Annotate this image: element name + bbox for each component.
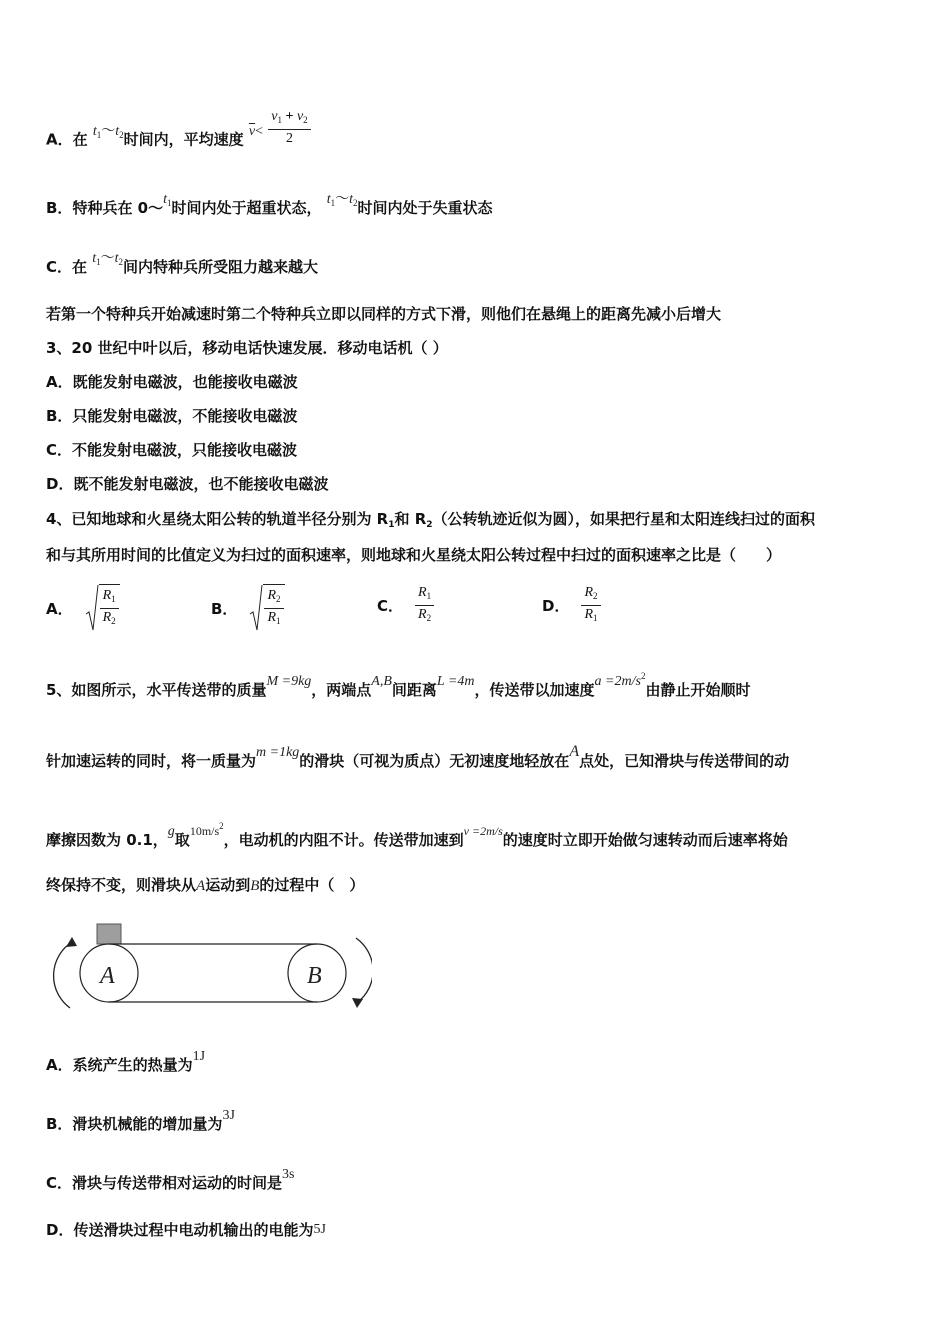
right-rotation-arrow — [356, 938, 372, 1002]
q5-stem-line1: 5、如图所示，水平传送带的质量M =9kg，两端点A,B间距离L =4m，传送带以加速度$a =2m/s^2$由静止开始顺时 — [46, 671, 751, 699]
wheel-b-label: B — [307, 963, 322, 989]
q5-option-d: D．传送滑块过程中电动机输出的电能为5J — [46, 1221, 326, 1239]
q4-option-b: B． $\frac{R_2}{R_1}$ — [211, 584, 285, 632]
q5-stem-line4: 终保持不变，则滑块从A运动到B的过程中（ ） — [46, 876, 365, 894]
q3-stem: 3、20 世纪中叶以后，移动电话快速发展．移动电话机（ ） — [46, 339, 448, 357]
q3-option-c: C．不能发射电磁波，只能接收电磁波 — [46, 441, 298, 459]
q4-option-c: C． $\frac{R_1}{R_2}$ — [377, 584, 434, 627]
sqrt-symbol: $\frac{R_1}{R_2}$ — [85, 584, 120, 632]
q2-option-d: 若第一个特种兵开始减速时第二个特种兵立即以同样的方式下滑，则他们在悬绳上的距离先减小后增大 — [46, 305, 722, 323]
sqrt-symbol: $\frac{R_2}{R_1}$ — [249, 584, 284, 632]
q3-option-b: B．只能发射电磁波，不能接收电磁波 — [46, 407, 298, 425]
q5-stem-line3: 摩擦因数为 0.1，g取$^{10m/s^2}$，电动机的内阻不计。传送带加速到$^{v =2m/s}$的速度时立即开始做匀速转动而后速率将始 — [46, 821, 788, 849]
left-rotation-arrow — [54, 942, 72, 1008]
q3-option-a: A．既能发射电磁波，也能接收电磁波 — [46, 373, 298, 391]
q5-stem-line2: 针加速运转的同时，将一质量为m =1kg的滑块（可视为质点）无初速度地轻放在A点处，已知滑块与传送带间的动 — [46, 743, 790, 770]
avg-velocity-fraction: $\frac{v_1 + v_2}{2}$ — [268, 108, 310, 148]
left-arrowhead — [66, 937, 77, 947]
wheel-a-label: A — [100, 963, 115, 989]
q2-option-b: B．特种兵在 $0\sim t_1$时间内处于超重状态， $t_1\sim t_2$时间内处于失重状态 — [46, 192, 493, 217]
q3-option-d: D．既不能发射电磁波，也不能接收电磁波 — [46, 475, 329, 493]
q4-option-d: D． $\frac{R_2}{R_1}$ — [542, 584, 601, 627]
q2-option-c: C．在 $t_1\sim t_2$间内特种兵所受阻力越来越大 — [46, 251, 319, 276]
q4-stem-line2: 和与其所用时间的比值定义为扫过的面积速率，则地球和火星绕太阳公转过程中扫过的面积速率之比是（ ） — [46, 546, 782, 564]
q4-option-a: A． $\frac{R_1}{R_2}$ — [46, 584, 120, 632]
q5-option-a: A．系统产生的热量为1J — [46, 1049, 206, 1074]
slider-block — [97, 924, 121, 944]
q5-option-b: B．滑块机械能的增加量为3J — [46, 1108, 235, 1133]
conveyor-belt-figure — [52, 920, 372, 1010]
q4-stem-line1: 4、已知地球和火星绕太阳公转的轨道半径分别为 $R_1$和 $R_2$（公转轨迹近似为圆），如果把行星和太阳连线扫过的面积 — [46, 510, 816, 530]
q5-option-c: C．滑块与传送带相对运动的时间是3s — [46, 1167, 295, 1192]
q2-option-a: A．在 $t_1\sim t_2$时间内，平均速度 $\overline{v}<$ $\frac{v_1 + v_2}{2}$ — [46, 120, 311, 160]
right-arrowhead — [352, 998, 363, 1008]
